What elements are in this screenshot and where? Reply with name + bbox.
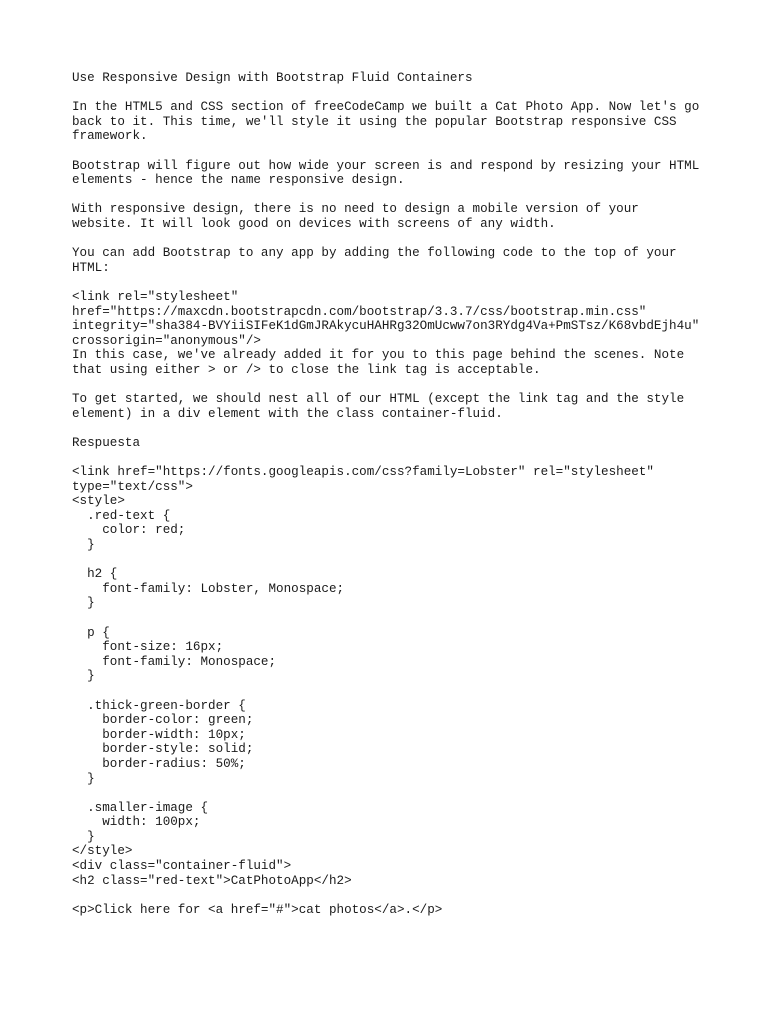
- code-line: }: [72, 596, 95, 611]
- spacer: [72, 377, 732, 392]
- spacer: [72, 553, 732, 568]
- snippet-line: that using either > or /> to close the link tag is acceptable.: [72, 362, 541, 377]
- spacer: [72, 684, 732, 699]
- intro-line: back to it. This time, we'll style it using the popular Bootstrap responsive CSS: [72, 114, 677, 129]
- code-line: </style>: [72, 844, 133, 859]
- paragraph-line: Bootstrap will figure out how wide your screen is and respond by resizing your HTML: [72, 158, 700, 173]
- code-line: border-radius: 50%;: [72, 756, 246, 771]
- code-line: color: red;: [72, 523, 186, 538]
- spacer: [72, 144, 732, 159]
- code-line: <link href="https://fonts.googleapis.com/css?family=Lobster" rel="stylesheet": [72, 465, 654, 480]
- code-line: }: [72, 538, 95, 552]
- intro-line: In the HTML5 and CSS section of freeCodeCamp we built a Cat Photo App. Now let's go: [72, 100, 700, 115]
- code-line: border-style: solid;: [72, 742, 254, 757]
- paragraph-line: With responsive design, there is no need to design a mobile version of your: [72, 202, 639, 217]
- snippet-line: crossorigin="anonymous"/>: [72, 333, 261, 348]
- paragraph-line: element) in a div element with the class container-fluid.: [72, 406, 503, 421]
- document-page: [72, 71, 732, 917]
- snippet-line: href="https://maxcdn.bootstrapcdn.com/bootstrap/3.3.7/css/bootstrap.min.css": [72, 304, 647, 319]
- code-line: <p>Click here for <a href="#">cat photos</a>.</p>: [72, 902, 443, 917]
- snippet-line: integrity="sha384-BVYiiSIFeK1dGmJRAkycuHAHRg32OmUcww7on3RYdg4Va+PmSTsz/K68vbdEjh4u": [72, 319, 700, 334]
- spacer: [72, 188, 732, 203]
- code-line: .smaller-image {: [72, 800, 209, 815]
- intro-line: framework.: [72, 129, 148, 144]
- code-line: .red-text {: [72, 508, 171, 523]
- paragraph-line: website. It will look good on devices with screens of any width.: [72, 216, 556, 231]
- code-line: h2 {: [72, 567, 118, 582]
- snippet-line: In this case, we've already added it for you to this page behind the scenes. Note: [72, 348, 685, 363]
- spacer: [72, 786, 732, 801]
- spacer: [72, 232, 732, 247]
- code-line: .thick-green-border {: [72, 698, 246, 713]
- answer-heading: Respuesta: [72, 435, 141, 450]
- paragraph-line: elements - hence the name responsive design.: [72, 173, 405, 188]
- code-line: }: [72, 771, 95, 786]
- spacer: [72, 421, 732, 436]
- spacer: [72, 611, 732, 626]
- code-line: font-family: Monospace;: [72, 654, 277, 669]
- spacer: [72, 86, 732, 101]
- code-line: border-color: green;: [72, 713, 254, 728]
- spacer: [72, 888, 732, 903]
- paragraph-line: You can add Bootstrap to any app by adding the following code to the top of your: [72, 246, 677, 261]
- code-line: <style>: [72, 494, 125, 509]
- code-line: <h2 class="red-text">CatPhotoApp</h2>: [72, 873, 352, 888]
- spacer: [72, 275, 732, 290]
- code-line: type="text/css">: [72, 479, 193, 494]
- code-line: }: [72, 829, 95, 844]
- spacer: [72, 450, 732, 465]
- code-line: }: [72, 669, 95, 684]
- document-title: Use Responsive Design with Bootstrap Fluid Containers: [72, 71, 473, 85]
- snippet-line: <link rel="stylesheet": [72, 289, 239, 304]
- paragraph-line: HTML:: [72, 260, 110, 275]
- code-line: p {: [72, 625, 110, 640]
- code-line: <div class="container-fluid">: [72, 859, 292, 874]
- code-line: font-family: Lobster, Monospace;: [72, 581, 345, 596]
- code-line: border-width: 10px;: [72, 727, 246, 742]
- code-line: font-size: 16px;: [72, 640, 224, 655]
- paragraph-line: To get started, we should nest all of our HTML (except the link tag and the style: [72, 392, 685, 407]
- code-line: width: 100px;: [72, 815, 201, 830]
